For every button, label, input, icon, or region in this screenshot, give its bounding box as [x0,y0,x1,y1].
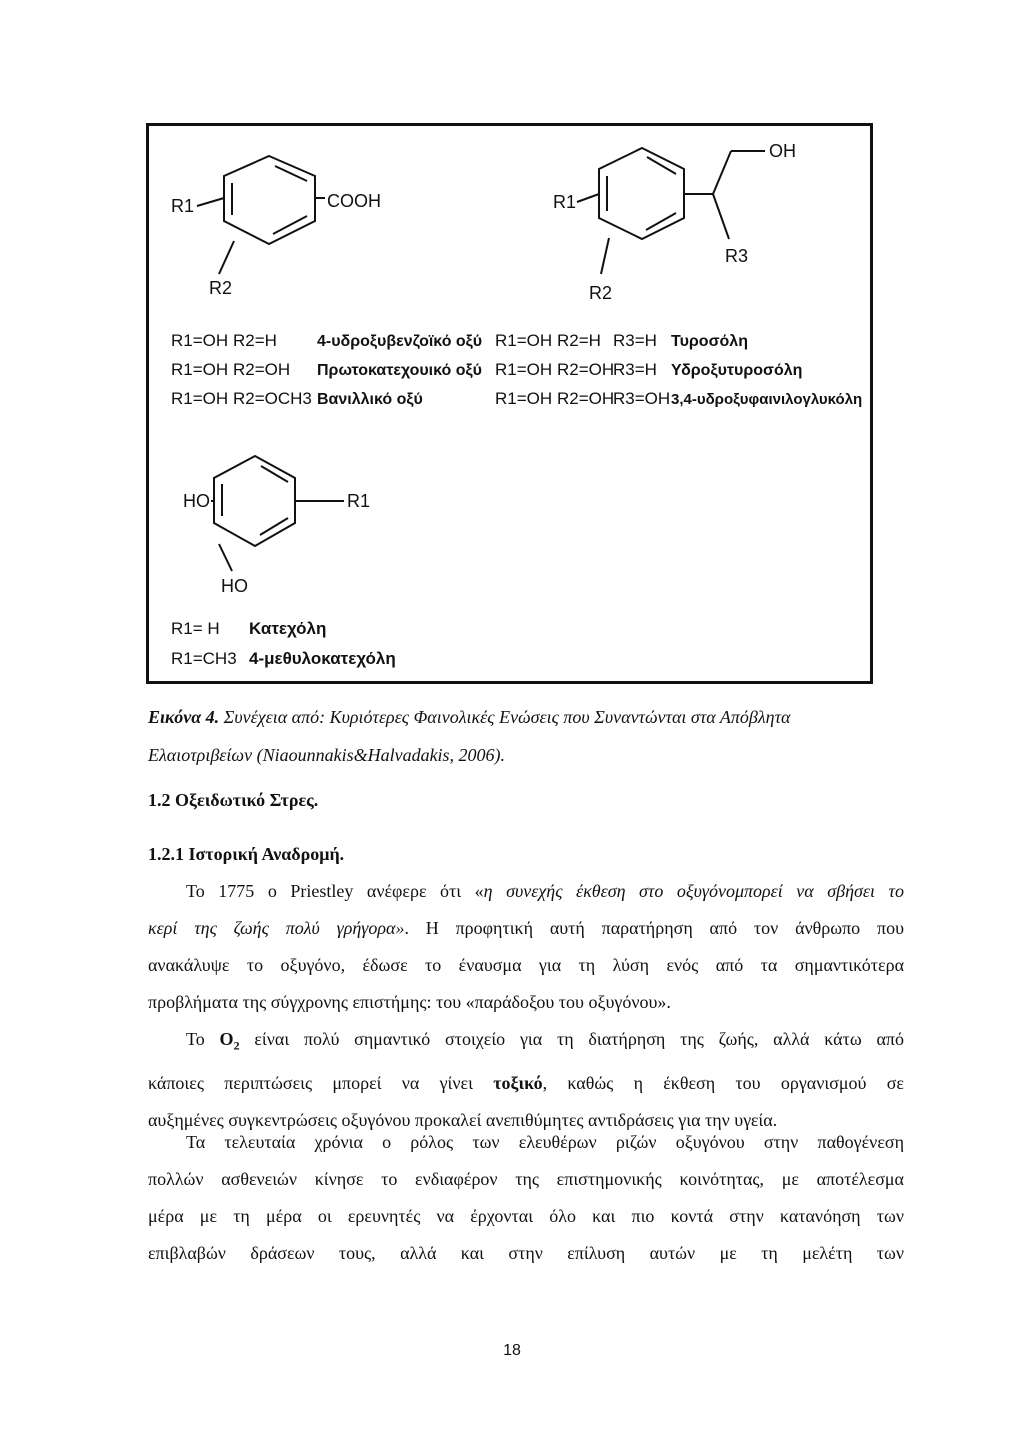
tr-row1-r1: R1=OH [495,331,553,350]
tl-row2-r1: R1=OH [171,360,229,379]
paragraph-1 [148,873,904,1021]
tr-row1-r3: R3=H [613,331,657,350]
bottom-ho-label-2: HO [221,576,248,596]
section-heading: 1.2 Οξειδωτικό Στρες. [148,790,319,810]
tr-row3-r3: R3=OH [613,389,671,408]
paragraph-3 [148,1124,904,1272]
p2-line-1: Το $O_2$ είναι πολύ σημαντικό στοιχείο για τη διατήρηση της ζωής, αλλά κάτω από [186,1029,904,1053]
p2-line-3: αυξημένες συγκεντρώσεις οξυγόνου προκαλεί ανεπιθύμητες αντιδράσεις για την υγεία. [148,1109,778,1130]
tr-row1-r2: R2=H [557,331,601,350]
tr-row2-r1: R1=OH [495,360,553,379]
top-right-r2-label: R2 [589,283,613,303]
subsection-heading: 1.2.1 Ιστορική Αναδρομή. [148,844,345,864]
bottom-r1-label: R1 [347,491,371,511]
page-number: 18 [503,1342,521,1359]
paragraph-2 [148,1021,904,1139]
bottom-ho-label-1: HO [183,491,210,511]
figure-caption [148,698,908,774]
caption-label: Εικόνα 4. [148,707,220,727]
caption-text-2: Ελαιοτριβείων (Niaounnakis&Halvadakis, 2006). [148,745,506,765]
p1-line-4: προβλήματα της σύγχρονης επιστήμης: του «παράδοξου του οξυγόνου». [148,992,671,1012]
chemical-structures-drawing [149,126,870,681]
top-left-r1-label: R1 [171,196,195,216]
caption-text-1: Συνέχεια από: Κυριότερες Φαινολικές Ενώσεις που Συναντώνται στα Απόβλητα [223,707,791,727]
tr-row2-r3: R3=H [613,360,657,379]
tl-row1-r1: R1=OH [171,331,229,350]
tl-row3-r1: R1=OH [171,389,229,408]
tr-row3-name: 3,4-υδροξυφαινιλογλυκόλη [671,391,863,408]
b-row1-name: Κατεχόλη [249,619,327,638]
p1-line-2: κερί της ζωής πολύ γρήγορα». Η προφητική αυτή παρατήρηση από τον άνθρωπο που [148,918,905,938]
tl-row1-r2: R2=H [233,331,277,350]
b-row2-name: 4-μεθυλοκατεχόλη [249,649,396,668]
b-row1-r1: R1= H [171,619,220,638]
p3-line-2: πολλών ασθενειών κίνησε το ενδιαφέρον της επιστημονικής κοινότητας, με αποτέλεσμα [148,1169,904,1189]
tr-row1-name: Τυροσόλη [671,333,748,350]
bottom-compound-table [171,619,396,668]
p1-line-3: ανακάλυψε το οξυγόνο, έδωσε το έναυσμα για τη λύση ενός από τα σημαντικότερα [148,955,904,975]
chemical-structures-figure [146,123,873,684]
tl-row3-r2: R2=OCH3 [233,389,312,408]
benzene-ring-top-right [599,148,684,239]
p2-line-2: κάποιες περιπτώσεις μπορεί να γίνει τοξικό, καθώς η έκθεση του οργανισμού σε [148,1072,904,1093]
top-left-cooh-label: COOH [327,191,381,211]
benzene-ring-top-left [224,156,315,244]
top-right-r1-label: R1 [553,192,577,212]
tr-row3-r2: R2=OH [557,389,615,408]
tr-row2-name: Υδροξυτυροσόλη [671,362,803,379]
tl-row3-name: Βανιλλικό οξύ [317,391,423,408]
benzene-ring-bottom [214,456,295,546]
p1-line-1: Το 1775 ο Priestley ανέφερε ότι «η συνεχής έκθεση στο οξυγόνομπορεί να σβήσει το [186,881,904,901]
tr-row3-r1: R1=OH [495,389,553,408]
b-row2-r1: R1=CH3 [171,649,237,668]
tl-row2-name: Πρωτοκατεχουικό οξύ [317,362,482,379]
tl-row2-r2: R2=OH [233,360,291,379]
tl-row1-name: 4-υδροξυβενζοϊκό οξύ [317,333,483,350]
p3-line-4: επιβλαβών δράσεων τους, αλλά και στην επίλυση αυτών με τη μελέτη των [148,1243,904,1263]
p3-line-3: μέρα με τη μέρα οι ερευνητές να έρχονται όλο και πιο κοντά στην κατανόηση των [148,1206,904,1226]
top-right-r3-label: R3 [725,246,749,266]
p3-line-1: Τα τελευταία χρόνια ο ρόλος των ελευθέρων ριζών οξυγόνου στην παθογένεση [186,1132,904,1152]
top-right-oh-label: OH [769,141,796,161]
tr-row2-r2: R2=OH [557,360,615,379]
top-left-r2-label: R2 [209,278,233,298]
top-right-compound-table [495,331,862,408]
top-left-compound-table [171,331,482,408]
